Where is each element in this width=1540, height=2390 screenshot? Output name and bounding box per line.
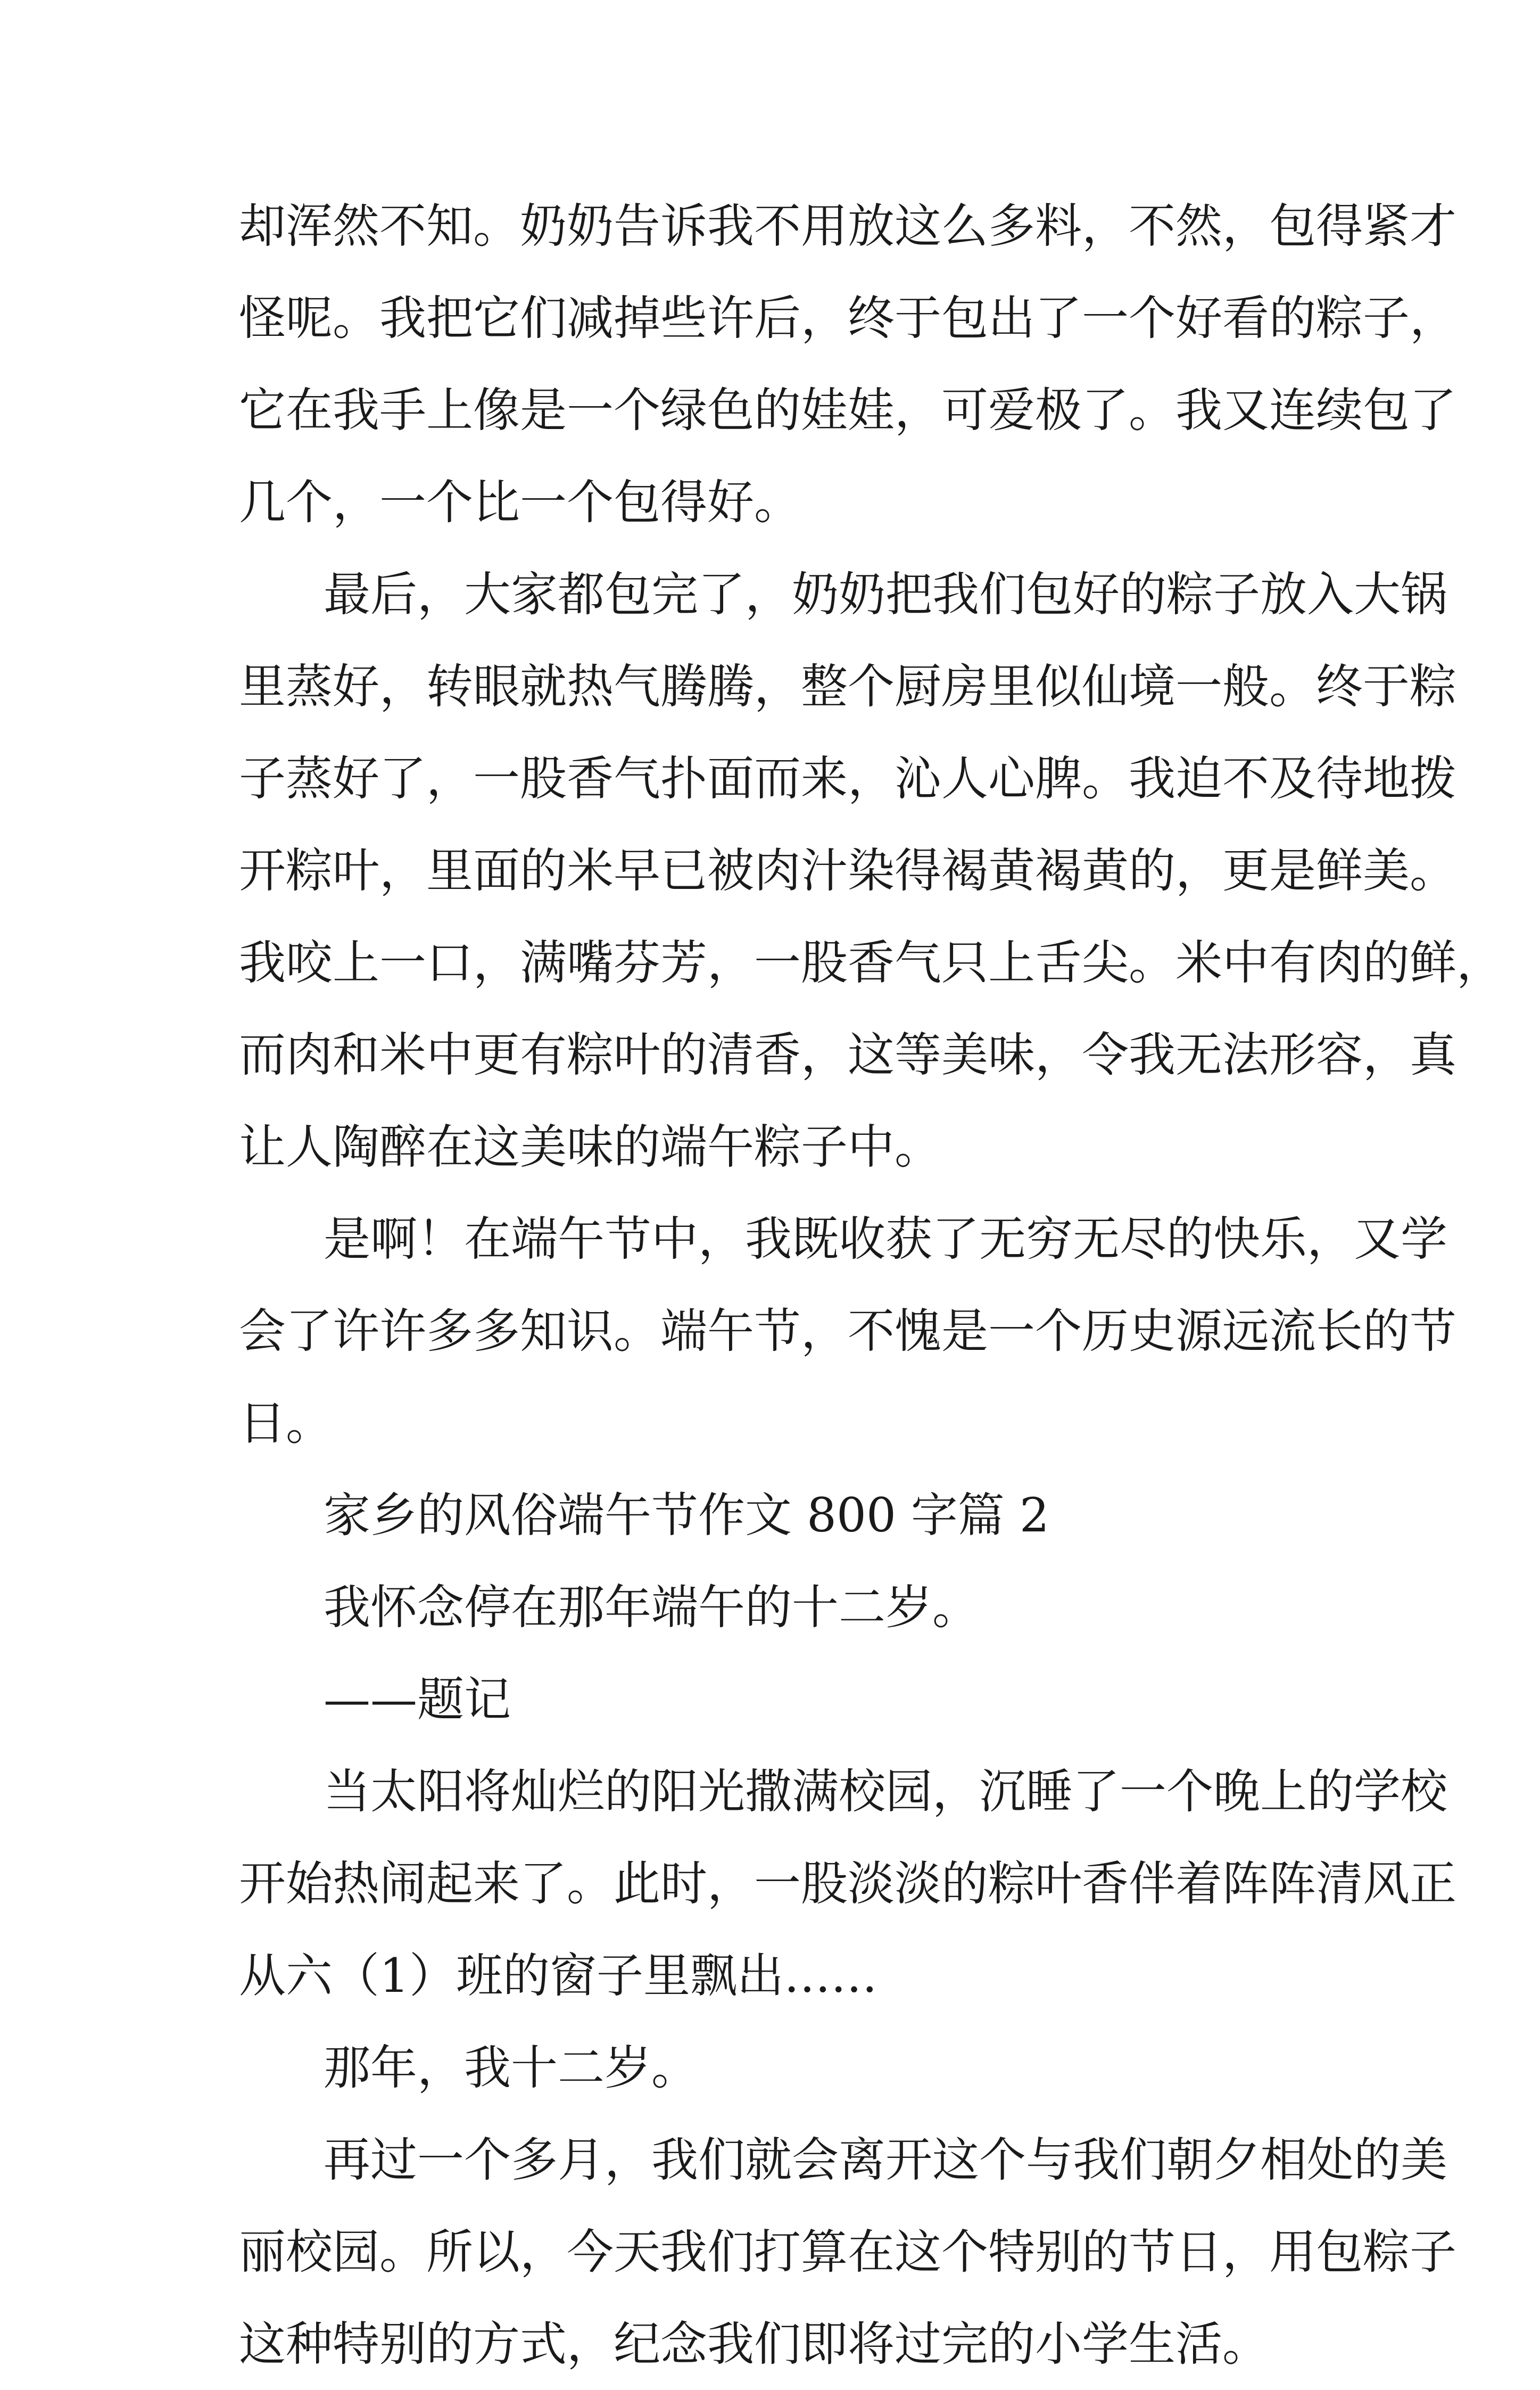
text-line: 开粽叶，里面的米早已被肉汁染得褐黄褐黄的，更是鲜美。: [239, 843, 1457, 898]
article-body: [239, 180, 1504, 2390]
text-line: 日。: [239, 1396, 333, 1451]
text-line: 让人陶醉在这美味的端午粽子中。: [239, 1119, 942, 1174]
text-line: 却浑然不知。奶奶告诉我不用放这么多料，不然，包得紧才: [239, 199, 1457, 253]
text-line: 几个，一个比一个包得好。: [239, 475, 801, 530]
text-line: 怪呢。我把它们减掉些许后，终于包出了一个好看的粽子，: [239, 291, 1457, 345]
paragraph-start-line: 当太阳将灿烂的阳光撒满校园，沉睡了一个晚上的学校: [324, 1764, 1448, 1819]
text-line: 会了许许多多知识。端午节，不愧是一个历史源远流长的节: [239, 1304, 1457, 1358]
text-line: 开始热闹起来了。此时，一股淡淡的粽叶香伴着阵阵清风正: [239, 1856, 1457, 1911]
text-line: 丽校园。所以，今天我们打算在这个特别的节日，用包粽子: [239, 2224, 1457, 2279]
text-line: 而肉和米中更有粽叶的清香，这等美味，令我无法形容，真: [239, 1027, 1457, 1082]
epigraph-attribution: ——题记: [324, 1672, 511, 1727]
text-line: 里蒸好，转眼就热气腾腾，整个厨房里似仙境一般。终于粽: [239, 659, 1457, 714]
text-line: 我咬上一口，满嘴芬芳，一股香气只上舌尖。米中有肉的鲜，: [239, 935, 1504, 990]
text-line: 子蒸好了，一股香气扑面而来，沁人心脾。我迫不及待地拨: [239, 751, 1457, 806]
paragraph-start-line: 我怀念停在那年端午的十二岁。: [324, 1580, 980, 1635]
text-line: 从六（1）班的窗子里飘出……: [239, 1948, 877, 2003]
text-line: 这种特别的方式，纪念我们即将过完的小学生活。: [239, 2317, 1270, 2371]
section-heading: 家乡的风俗端午节作文 800 字篇 2: [324, 1488, 1049, 1543]
paragraph-start-line: 再过一个多月，我们就会离开这个与我们朝夕相处的美: [324, 2132, 1448, 2187]
paragraph-start-line: 最后，大家都包完了，奶奶把我们包好的粽子放入大锅: [324, 567, 1448, 622]
paragraph-start-line: 那年，我十二岁。: [324, 2040, 699, 2095]
text-line: 它在我手上像是一个绿色的娃娃，可爱极了。我又连续包了: [239, 383, 1457, 438]
paragraph-start-line: 是啊！在端午节中，我既收获了无穷无尽的快乐，又学: [324, 1212, 1448, 1266]
